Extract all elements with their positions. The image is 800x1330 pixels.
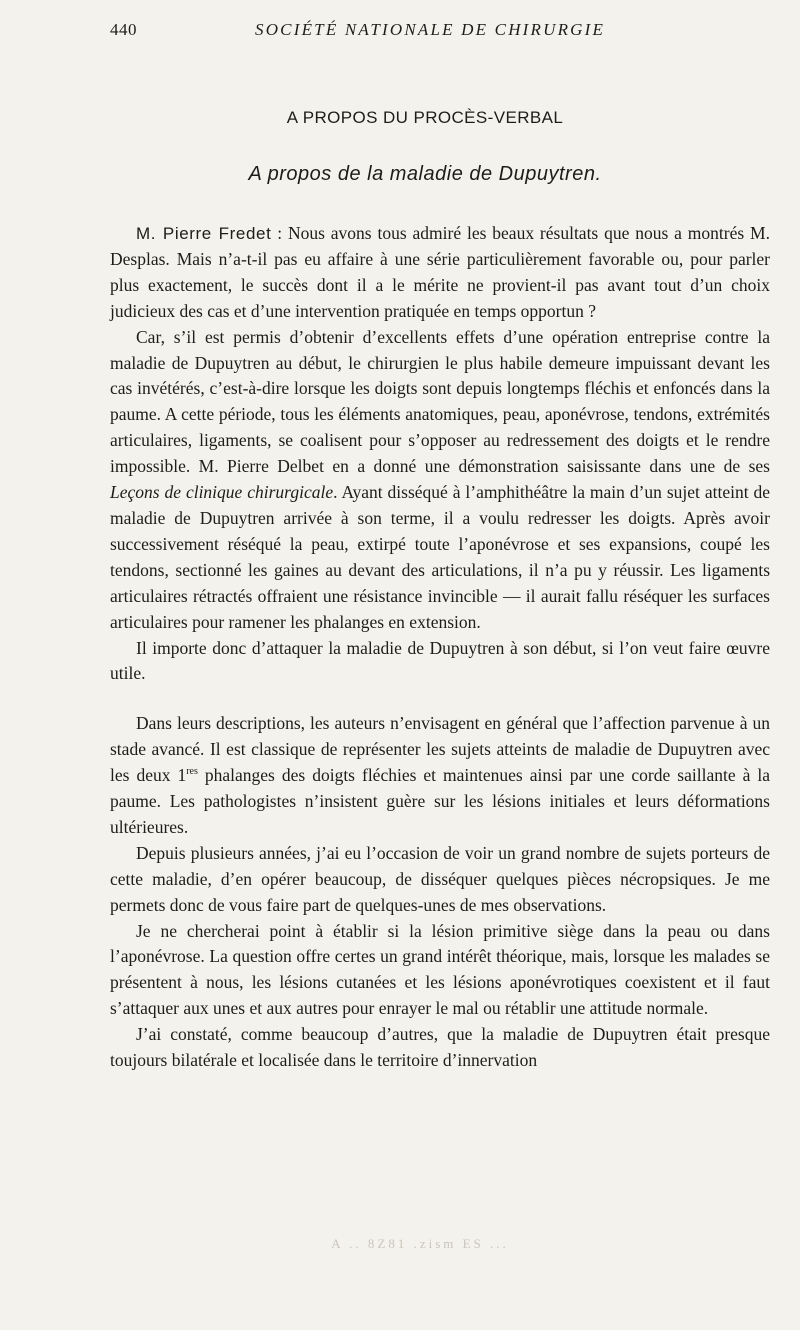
paragraph-6 <box>110 919 770 1023</box>
paragraph-5 <box>110 841 770 919</box>
running-header <box>110 20 770 44</box>
paragraph-1-text: : Nous avons tous admiré les beaux résultats que nous a montrés M. Desplas. Mais n’a-t-il pas eu affaire à une série particulièrement favorable ou, pour parler plus exactement, le succès dont il a le mérite ne provient-il pas avant tout d’un choix judicieux des cas et d’une intervention pratiquée en temps opportun ? <box>110 223 770 321</box>
paragraph-3 <box>110 636 770 688</box>
paragraph-3-text: Il importe donc d’attaquer la maladie de Dupuytren à son début, si l’on veut faire œuvre utile. <box>110 637 770 684</box>
superscript-ordinal: res <box>186 766 198 778</box>
paragraph-2 <box>110 325 770 636</box>
paragraph-2-text-b: . Ayant disséqué à l’amphithéâtre la main d’un sujet atteint de maladie de Dupuytren arrivée à son terme, il a voulu redresser les doigts. Après avoir successivement réséqué la peau, extirpé toute l’aponévrose et ses expansions, coupé les tendons, sectionné les gaines au devant des articulations, il n’a pu y réussir. Les ligaments articulaires rétractés offraient une résistance invincible — il aurait fallu réséquer les surfaces articulaires pour ramener les phalanges en extension. <box>110 482 771 632</box>
article-body <box>110 221 770 1074</box>
paragraph-6-text: Je ne chercherai point à établir si la lésion primitive siège dans la peau ou dans l’aponévrose. La question offre certes un grand intérêt théorique, mais, lorsque les malades se présentent à nous, les lésions cutanées et les lésions aponévrotiques coexistent et il faut s’attaquer aux unes et aux autres pour enrayer le mal ou rétablir une attitude normale. <box>110 920 770 1019</box>
speaker-name: M. Pierre Fredet <box>136 224 272 243</box>
cited-work-title: Leçons de clinique chirurgicale <box>110 482 334 503</box>
page-number: 440 <box>110 20 137 39</box>
paragraph-1 <box>110 221 770 325</box>
bleed-through-text: A .. 8Z81 .zism ES ... <box>331 1236 509 1251</box>
paragraph-4-text-a: Dans leurs descriptions, les auteurs n’envisagent en général que l’affection parvenue à un stade avancé. Il est classique de représenter les sujets atteints de maladie de Dupuytren avec les deux 1 <box>110 713 770 786</box>
paragraph-4-text-b: phalanges des doigts fléchies et maintenues ainsi par une corde saillante à la paume. Les pathologistes n’insistent guère sur les lésions initiales et leurs déformations ultérieures. <box>110 765 770 837</box>
paragraph-5-text: Depuis plusieurs années, j’ai eu l’occasion de voir un grand nombre de sujets porteurs de cette maladie, d’en opérer beaucoup, de disséquer quelques pièces nécropsiques. Je me permets donc de vous faire part de quelques-unes de mes observations. <box>110 842 770 915</box>
article-title: A propos de la maladie de Dupuytren. <box>248 163 602 185</box>
journal-title: SOCIÉTÉ NATIONALE DE CHIRURGIE <box>255 20 606 39</box>
section-heading: A PROPOS DU PROCÈS-VERBAL <box>286 108 564 127</box>
paragraph-7-text: J’ai constaté, comme beaucoup d’autres, que la maladie de Dupuytren était presque toujours bilatérale et localisée dans le territoire d’innervation <box>110 1024 770 1071</box>
paragraph-7 <box>110 1022 770 1074</box>
paragraph-2-text-a: Car, s’il est permis d’obtenir d’excellents effets d’une opération entreprise contre la maladie de Dupuytren au début, le chirurgien le plus habile demeure impuissant devant les cas invétérés, c’est-à-dire lorsque les doigts sont depuis longtemps fléchis et enfoncés dans la paume. A cette période, tous les éléments anatomiques, peau, aponévrose, tendons, extrémités articulaires, ligaments, se coalisent pour s’opposer au redressement des doigts et le rendre impossible. M. Pierre Delbet en a donné une démonstration saisissante dans une de ses <box>110 326 770 477</box>
paragraph-4 <box>110 711 770 841</box>
